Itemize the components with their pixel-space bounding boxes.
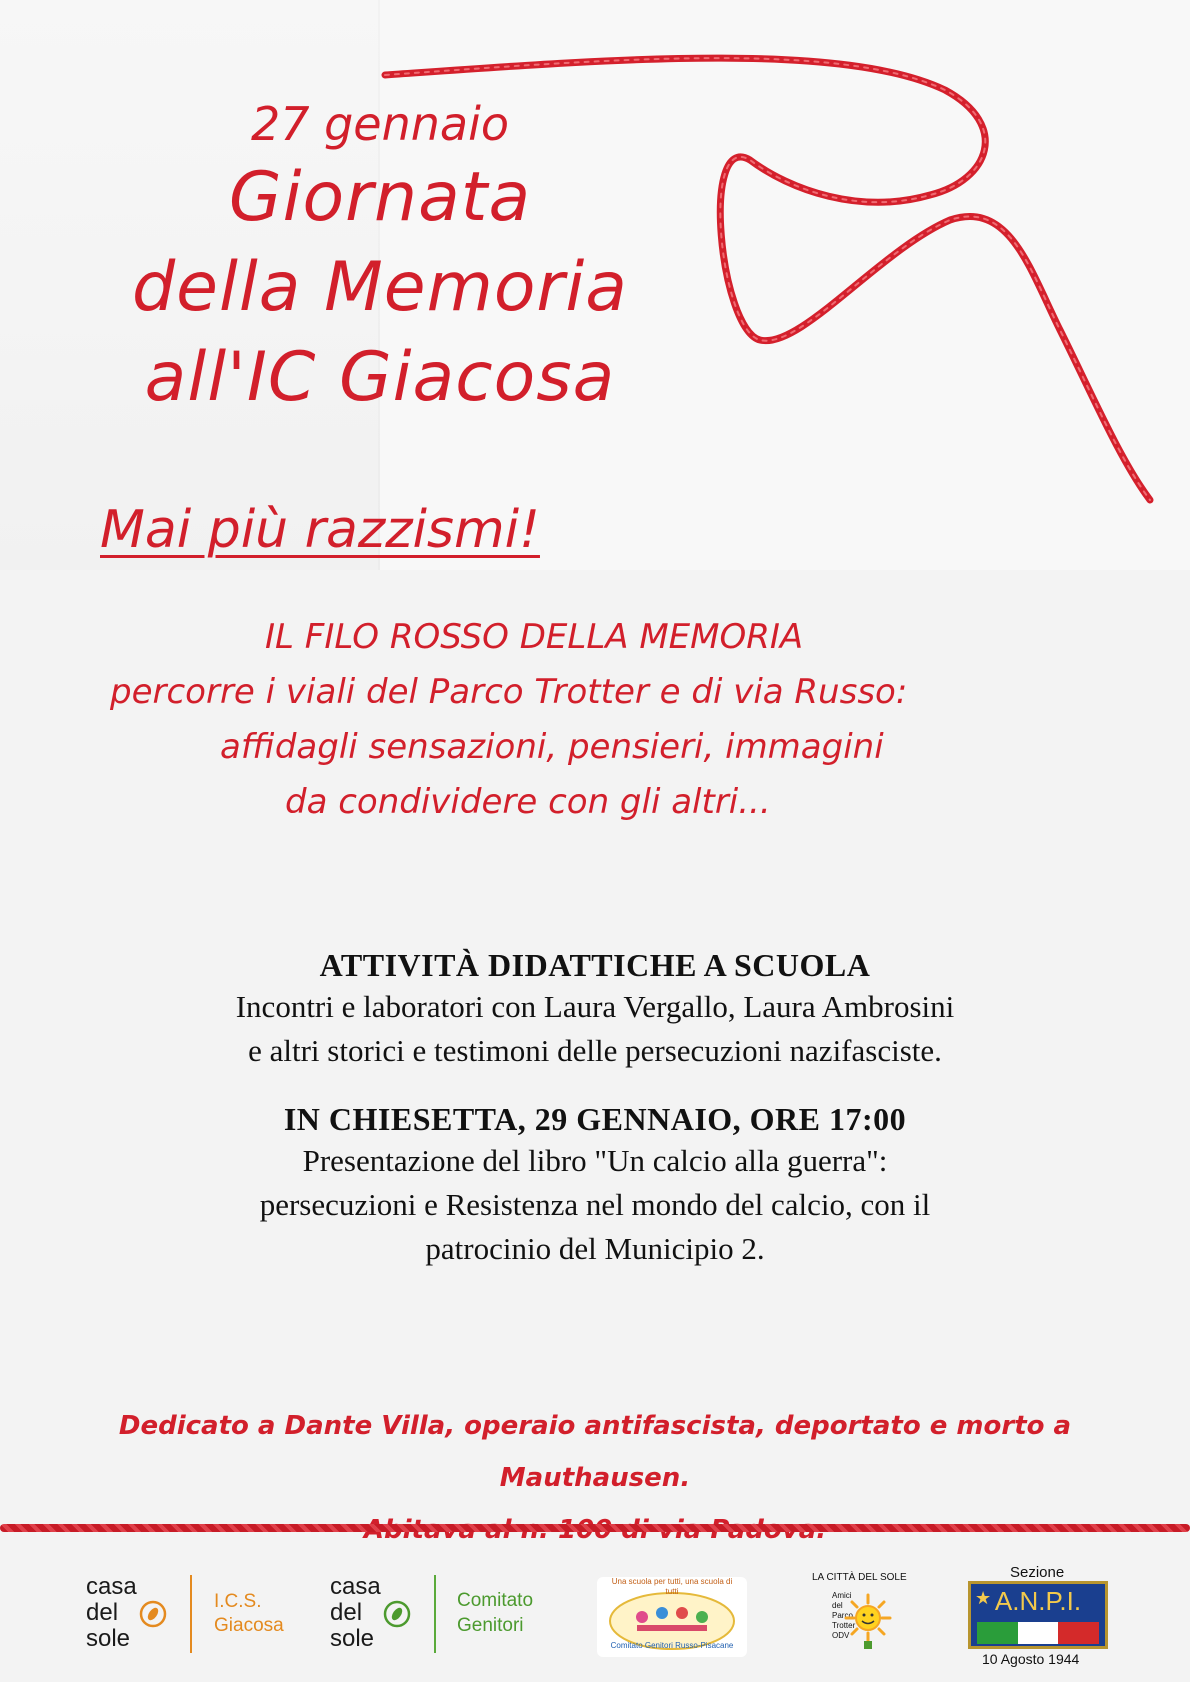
red-rope-divider	[0, 1524, 1190, 1532]
event-heading: IN CHIESETTA, 29 GENNAIO, ORE 17:00	[283, 1101, 907, 1137]
logo3-bottom-text: Comitato Genitori Russo-Pisacane	[610, 1641, 734, 1650]
spacer	[95, 1073, 1095, 1099]
anpi-badge	[968, 1581, 1108, 1649]
anpi-date: 10 Agosto 1944	[982, 1651, 1080, 1667]
logo1-divider	[190, 1575, 192, 1653]
event-line-3: patrocinio del Municipio 2.	[425, 1231, 765, 1266]
filo-line-1: IL FILO ROSSO DELLA MEMORIA	[265, 617, 804, 657]
subtitle: Mai più razzismi!	[100, 500, 540, 560]
italian-flag-icon	[977, 1622, 1099, 1644]
dedication	[60, 1400, 1130, 1556]
title-line-1: Giornata	[228, 158, 532, 237]
logo4-line5: ODV	[832, 1631, 850, 1640]
filo-line-4: da condividere con gli altri...	[285, 782, 771, 822]
logo1-line1: casa	[86, 1573, 137, 1600]
logo2-label2: Genitori	[457, 1615, 524, 1636]
event-line-2: persecuzioni e Resistenza nel mondo del calcio, con il	[259, 1187, 931, 1222]
logo2-line2: del	[330, 1599, 363, 1626]
title-block	[60, 95, 700, 423]
activities-line-1: Incontri e laboratori con Laura Vergallo, Laura Ambrosini	[235, 989, 955, 1024]
logo4-line1: Amici	[832, 1591, 852, 1600]
logo2-line1: casa	[330, 1573, 381, 1600]
logo3-top-text: Una scuola per tutti, una scuola di tutti	[611, 1577, 733, 1596]
logo4-line3: Parco	[832, 1611, 853, 1620]
logo4-line2: del	[832, 1601, 843, 1610]
filo-line-2: percorre i viali del Parco Trotter e di via Russo:	[110, 672, 908, 712]
anpi-name: A.N.P.I.	[994, 1586, 1082, 1616]
logo2-divider	[434, 1575, 436, 1653]
star-icon: ★	[975, 1588, 992, 1609]
logo4-line4: Trotter	[832, 1621, 856, 1630]
logo2-line3: sole	[330, 1625, 375, 1652]
event-line-1: Presentazione del libro "Un calcio alla guerra":	[302, 1143, 888, 1178]
logo4-title: LA CITTÀ DEL SOLE	[812, 1572, 907, 1583]
logo1-label1: I.C.S.	[214, 1591, 262, 1612]
logo1-label2: Giacosa	[214, 1615, 284, 1636]
logo1-line3: sole	[86, 1625, 131, 1652]
filo-line-3: affidagli sensazioni, pensieri, immagini	[220, 727, 884, 767]
sun-seed-icon	[382, 1599, 412, 1629]
anpi-section-label: Sezione	[1010, 1564, 1065, 1581]
logo1-line2: del	[86, 1599, 119, 1626]
title-line-2: della Memoria	[132, 248, 628, 327]
sun-seed-icon	[138, 1599, 168, 1629]
event-date: 27 gennaio	[250, 97, 510, 151]
smiling-sun-icon	[842, 1593, 894, 1651]
activities-heading: ATTIVITÀ DIDATTICHE A SCUOLA	[319, 947, 871, 983]
comitato-genitori-russo-logo	[597, 1577, 747, 1657]
logo2-label1: Comitato	[457, 1590, 534, 1611]
dedication-line-1: Dedicato a Dante Villa, operaio antifascista, deportato e morto a Mauthausen.	[118, 1411, 1072, 1493]
anpi-logo	[960, 1565, 1116, 1667]
activities-line-2: e altri storici e testimoni delle persecuzioni nazifasciste.	[248, 1033, 942, 1068]
footer-logos	[0, 1545, 1190, 1682]
title-line-3: all'IC Giacosa	[144, 338, 616, 417]
activities-section	[95, 945, 1095, 1271]
